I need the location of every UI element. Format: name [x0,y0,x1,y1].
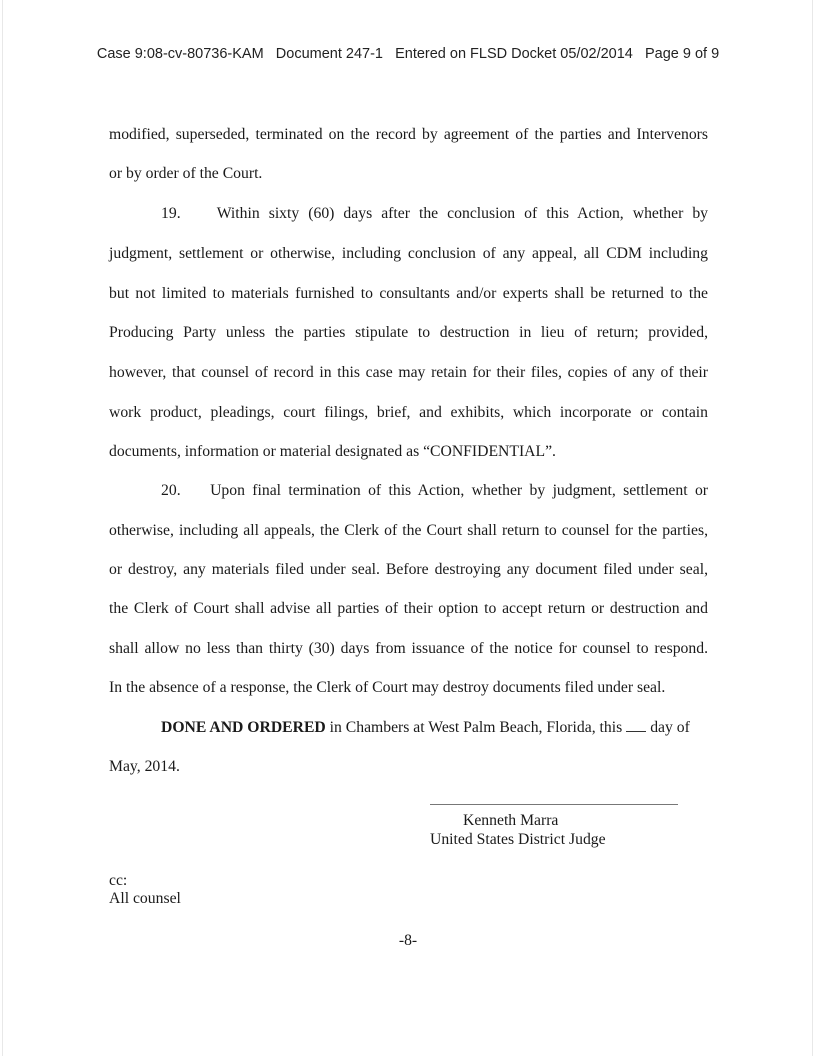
page-edge-right [812,0,813,1056]
docket-header [0,46,816,62]
paragraph-19-line: judgment, settlement or otherwise, including conclusion of any appeal, all CDM including [109,245,708,262]
paragraph-19-line: Producing Party unless the parties stipulate to destruction in lieu of return; provided, [109,324,708,341]
paragraph-19-line: work product, pleadings, court filings, brief, and exhibits, which incorporate or contain [109,404,708,421]
paragraph-20-line: or destroy, any materials filed under seal. Before destroying any document filed under seal, [109,561,708,578]
paragraph-number: 19. [161,205,181,222]
case-number: Case 9:08-cv-80736-KAM [96,46,264,62]
paragraph-20-line: the Clerk of Court shall advise all parties of their option to accept return or destruction and [109,600,708,617]
paragraph-number: 20. [161,482,181,499]
day-blank [626,719,646,732]
paragraph-19-line: but not limited to materials furnished to consultants and/or experts shall be returned to the [109,285,708,302]
page-of: Page 9 of 9 [644,46,720,62]
page-edge-left [2,0,3,1056]
paragraph-19-first-line: 19. Within sixty (60) days after the conclusion of this Action, whether by [161,205,709,222]
continuation-line: modified, superseded, terminated on the record by agreement of the parties and Intervenors [109,126,708,143]
paragraph-20-line: shall allow no less than thirty (30) days from issuance of the notice for counsel to respond. [109,640,708,657]
page-number: -8- [398,932,418,949]
paragraph-20-line: otherwise, including all appeals, the Clerk of the Court shall return to counsel for the parties, [109,522,708,539]
paragraph-20-line: In the absence of a response, the Clerk of Court may destroy documents filed under seal. [109,679,666,696]
paragraph-19-line: however, that counsel of record in this case may retain for their files, copies of any of their [109,364,708,381]
entered-on-docket: Entered on FLSD Docket 05/02/2014 [395,46,633,62]
paragraph-20-first-line: 20. Upon final termination of this Action, whether by judgment, settlement or [161,482,709,499]
done-and-ordered: DONE AND ORDERED [161,719,326,736]
cc-recipients: All counsel [109,890,181,907]
judge-title: United States District Judge [430,831,606,848]
order-date: May, 2014. [109,758,180,775]
cc-label: cc: [109,872,128,889]
paragraph-19-line: documents, information or material designated as “CONFIDENTIAL”. [109,443,556,460]
continuation-line: or by order of the Court. [109,165,263,182]
signature-line [430,804,678,805]
done-and-ordered-line: DONE AND ORDERED in Chambers at West Palm Beach, Florida, this day of [161,719,690,736]
document-number: Document 247-1 [275,46,383,62]
judge-name: Kenneth Marra [463,812,559,829]
